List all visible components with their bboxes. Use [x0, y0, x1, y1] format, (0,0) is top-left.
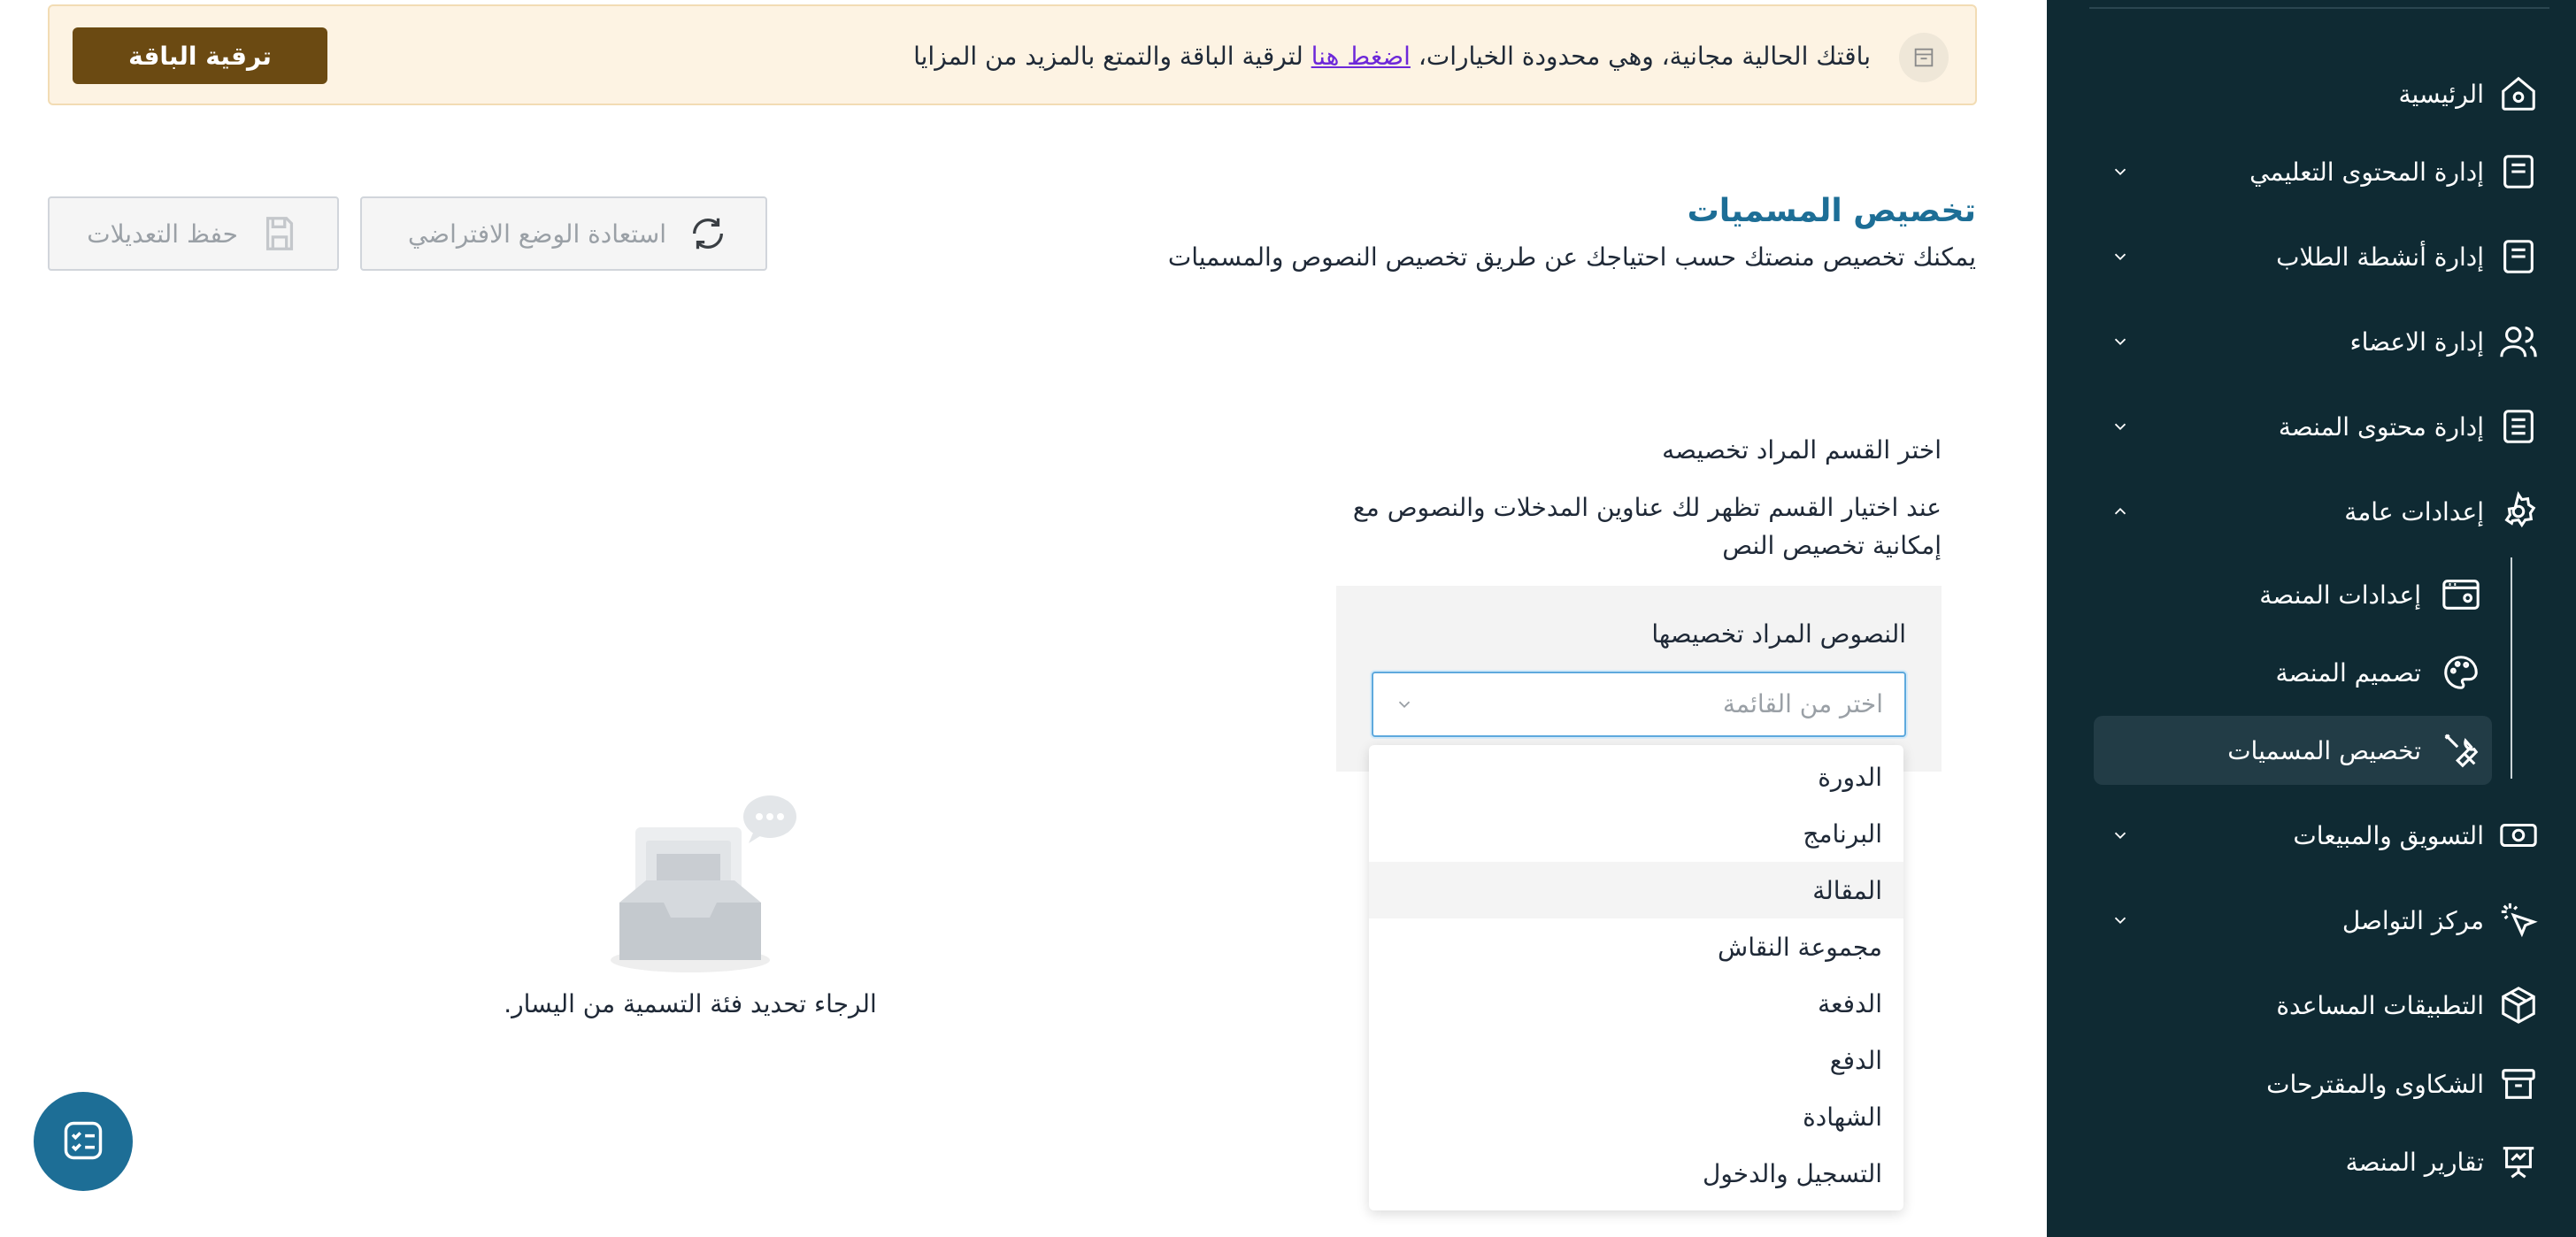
- texts-select[interactable]: [1372, 672, 1906, 737]
- save-icon: [258, 211, 302, 256]
- banner-message: [913, 42, 1871, 71]
- dropdown-option[interactable]: الشهادة: [1803, 1102, 1882, 1132]
- page-subtitle: يمكنك تخصيص منصتك حسب احتياجك عن طريق تخصيص النصوص والمسميات: [1167, 242, 1976, 272]
- sidebar-subitem-label: إعدادات المنصة: [2259, 580, 2421, 610]
- sidebar-item-label: التسويق والمبيعات: [2293, 820, 2484, 850]
- sidebar-item-label: إعدادات عامة: [2344, 496, 2484, 526]
- sidebar-item-complaints[interactable]: [2089, 1054, 2541, 1114]
- sidebar-item-home[interactable]: [2089, 64, 2541, 124]
- document-icon: [2496, 404, 2541, 449]
- dropdown-option[interactable]: البرنامج: [1803, 818, 1882, 849]
- dropdown-option[interactable]: مجموعة النقاش: [1718, 932, 1882, 962]
- sidebar-item-label: مركز التواصل: [2341, 905, 2484, 935]
- save-changes-label: حفظ التعديلات: [87, 219, 238, 249]
- dropdown-option[interactable]: الدفعة: [1818, 988, 1882, 1018]
- texts-select-panel: [1336, 586, 1942, 772]
- chevron-down-icon[interactable]: [2107, 413, 2134, 440]
- money-icon: [2496, 813, 2541, 857]
- browser-settings-icon: [2439, 572, 2483, 617]
- sidebar-item-platform-content[interactable]: [2089, 396, 2541, 457]
- sidebar-item-label: التطبيقات المساعدة: [2276, 990, 2484, 1020]
- dropdown-option[interactable]: الدفع: [1829, 1045, 1882, 1075]
- sidebar-item-communication-center[interactable]: [2089, 890, 2541, 950]
- sidebar: [2047, 0, 2576, 1237]
- sidebar-item-members[interactable]: [2089, 311, 2541, 372]
- plan-banner: [48, 4, 1977, 105]
- chevron-down-icon[interactable]: [2107, 907, 2134, 934]
- section-description: عند اختيار القسم تظهر لك عناوين المدخلات والنصوص مع إمكانية تخصيص النص: [1352, 493, 1942, 560]
- sidebar-subitem-platform-design[interactable]: [2094, 638, 2492, 707]
- empty-inbox-illustration: [602, 792, 805, 978]
- sidebar-item-label: تقارير المنصة: [2345, 1147, 2484, 1177]
- package-icon: [2496, 983, 2541, 1027]
- sidebar-item-general-settings[interactable]: [2089, 481, 2541, 542]
- book-icon: [2496, 150, 2541, 194]
- palette-icon: [2439, 650, 2483, 695]
- select-placeholder: اختر من القائمة: [1722, 689, 1883, 718]
- refresh-icon: [686, 211, 730, 256]
- archive-icon: [2496, 1062, 2541, 1106]
- chevron-down-icon[interactable]: [2107, 328, 2134, 355]
- upgrade-plan-button[interactable]: ترقية الباقة: [73, 27, 327, 84]
- save-changes-button[interactable]: [48, 196, 339, 271]
- store-icon: [1899, 33, 1949, 82]
- chevron-up-icon[interactable]: [2107, 498, 2134, 525]
- users-icon: [2496, 319, 2541, 364]
- sidebar-item-marketing-sales[interactable]: [2089, 805, 2541, 865]
- presentation-icon: [2496, 1140, 2541, 1184]
- cursor-click-icon: [2496, 898, 2541, 942]
- empty-state-message: الرجاء تحديد فئة التسمية من اليسار.: [504, 989, 877, 1018]
- sidebar-item-helper-apps[interactable]: [2089, 975, 2541, 1035]
- submenu-guide-line: [2511, 557, 2512, 779]
- sidebar-item-label: إدارة أنشطة الطلاب: [2276, 242, 2484, 272]
- restore-default-button[interactable]: [360, 196, 767, 271]
- dropdown-option[interactable]: التسجيل والدخول: [1702, 1158, 1882, 1188]
- sidebar-item-label: الشكاوى والمقترحات: [2266, 1069, 2484, 1099]
- restore-default-label: استعادة الوضع الافتراضي: [407, 219, 666, 249]
- checklist-icon: [60, 1118, 106, 1166]
- texts-select-label: النصوص المراد تخصيصها: [1651, 619, 1906, 649]
- sidebar-item-educational-content[interactable]: [2089, 142, 2541, 202]
- banner-text-before: باقتك الحالية مجانية، وهي محدودة الخيارات،: [1410, 42, 1871, 71]
- chevron-down-icon[interactable]: [2107, 822, 2134, 849]
- sidebar-subitem-naming-customization[interactable]: [2094, 716, 2492, 785]
- tools-icon: [2439, 728, 2483, 772]
- page-title: تخصيص المسميات: [1687, 193, 1976, 229]
- section-heading: اختر القسم المراد تخصيصه: [1662, 435, 1942, 465]
- book-icon: [2496, 234, 2541, 279]
- sidebar-item-label: إدارة المحتوى التعليمي: [2249, 157, 2484, 187]
- sidebar-subitem-label: تخصيص المسميات: [2227, 735, 2421, 765]
- chevron-down-icon[interactable]: [2107, 158, 2134, 185]
- gear-icon: [2496, 489, 2541, 534]
- sidebar-subitem-platform-settings[interactable]: [2094, 560, 2492, 629]
- sidebar-item-label: الرئيسية: [2398, 79, 2484, 109]
- sidebar-item-student-activities[interactable]: [2089, 227, 2541, 287]
- checklist-fab-button[interactable]: [34, 1092, 133, 1191]
- dropdown-option[interactable]: الدورة: [1818, 762, 1882, 792]
- chevron-down-icon: [1391, 691, 1418, 718]
- sidebar-subitem-label: تصميم المنصة: [2275, 657, 2421, 688]
- upgrade-link[interactable]: اضغط هنا: [1311, 42, 1411, 71]
- sidebar-item-reports[interactable]: [2089, 1132, 2541, 1192]
- chevron-down-icon[interactable]: [2107, 243, 2134, 270]
- texts-select-dropdown: [1369, 745, 1903, 1210]
- banner-text-after: لترقية الباقة والتمتع بالمزيد من المزايا: [913, 42, 1311, 71]
- sidebar-divider: [2089, 7, 2549, 9]
- dropdown-option-highlighted[interactable]: المقالة: [1369, 862, 1903, 918]
- home-icon: [2496, 72, 2541, 116]
- sidebar-item-label: إدارة الاعضاء: [2349, 327, 2484, 357]
- sidebar-item-label: إدارة محتوى المنصة: [2278, 411, 2484, 442]
